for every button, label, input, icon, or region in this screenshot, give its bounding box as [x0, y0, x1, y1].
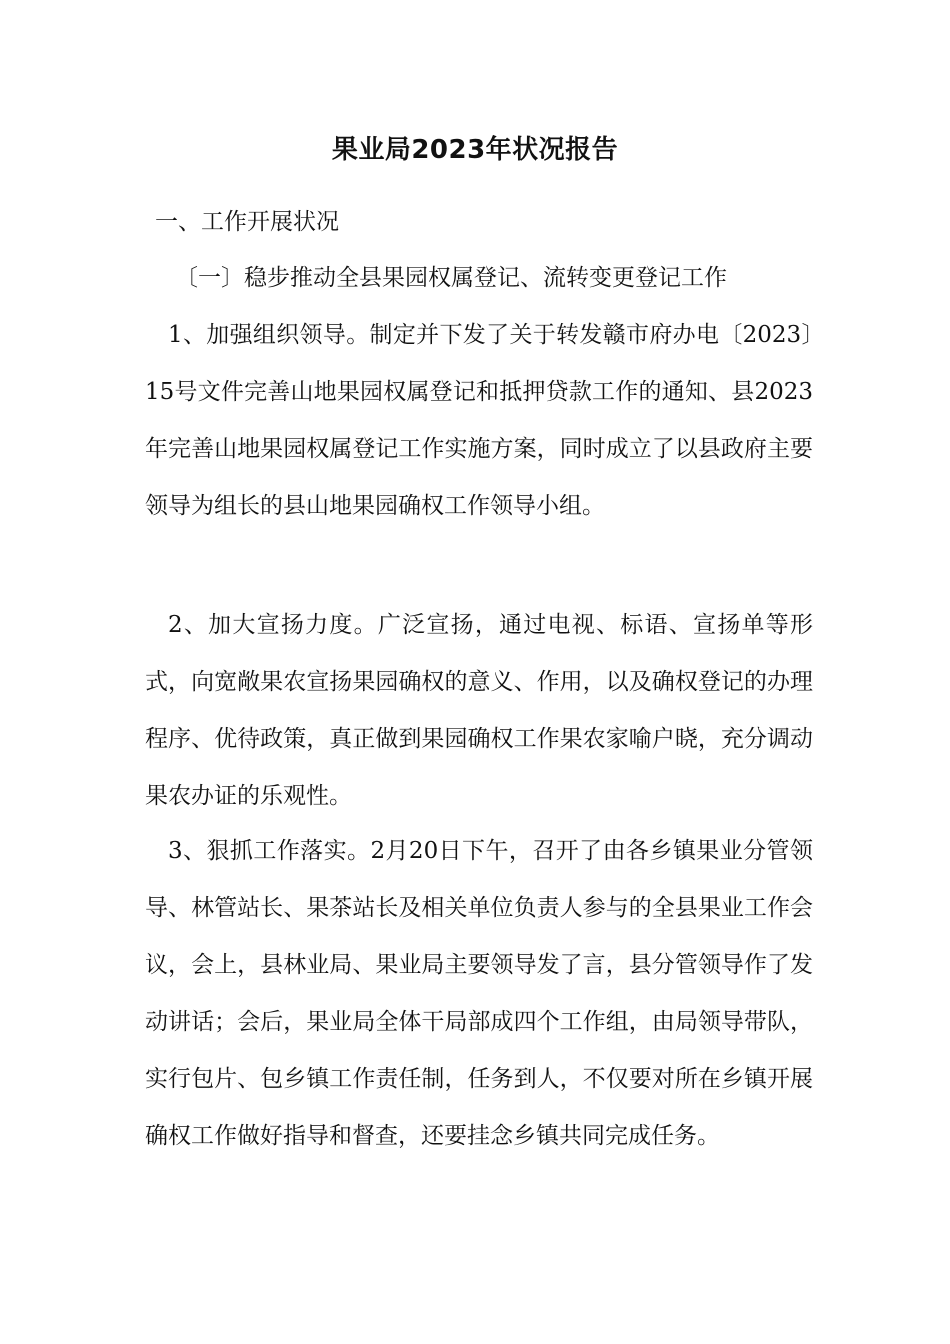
- paragraph-1-text: 1、加强组织领导。制定并下发了关于转发赣市府办电〔2023〕15号文件完善山地果园权属登记和抵押贷款工作的通知、县2023年完善山地果园权属登记工作实施方案，同时成立了以县政府主要领导为组长的县山地果园确权工作领导小组。: [145, 322, 813, 519]
- paragraph-3-text: 3、狠抓工作落实。2月20日下午，召开了由各乡镇果业分管领导、林管站长、果茶站长及相关单位负责人参与的全县果业工作会议，会上，县林业局、果业局主要领导发了言，县分管领导作了发动讲话；会后，果业局全体干局部成四个工作组，由局领导带队，实行包片、包乡镇工作责任制，任务到人，不仅要对所在乡镇开展确权工作做好指导和督查，还要挂念乡镇共同完成任务。: [145, 838, 813, 1149]
- paragraph-2-text: 2、加大宣扬力度。广泛宣扬，通过电视、标语、宣扬单等形式，向宽敞果农宣扬果园确权的意义、作用，以及确权登记的办理程序、优待政策，真正做到果园确权工作果农家喻户晓，充分调动果农办证的乐观性。: [145, 612, 813, 809]
- paragraph-2: [145, 597, 813, 825]
- paragraph-3: [145, 823, 813, 1165]
- document-title: 果业局2023年状况报告: [331, 135, 619, 165]
- subsection-heading: 〔一〕稳步推动全县果园权属登记、流转变更登记工作: [175, 265, 727, 291]
- section-heading: 一、工作开展状况: [155, 209, 339, 235]
- paragraph-1: [145, 307, 813, 535]
